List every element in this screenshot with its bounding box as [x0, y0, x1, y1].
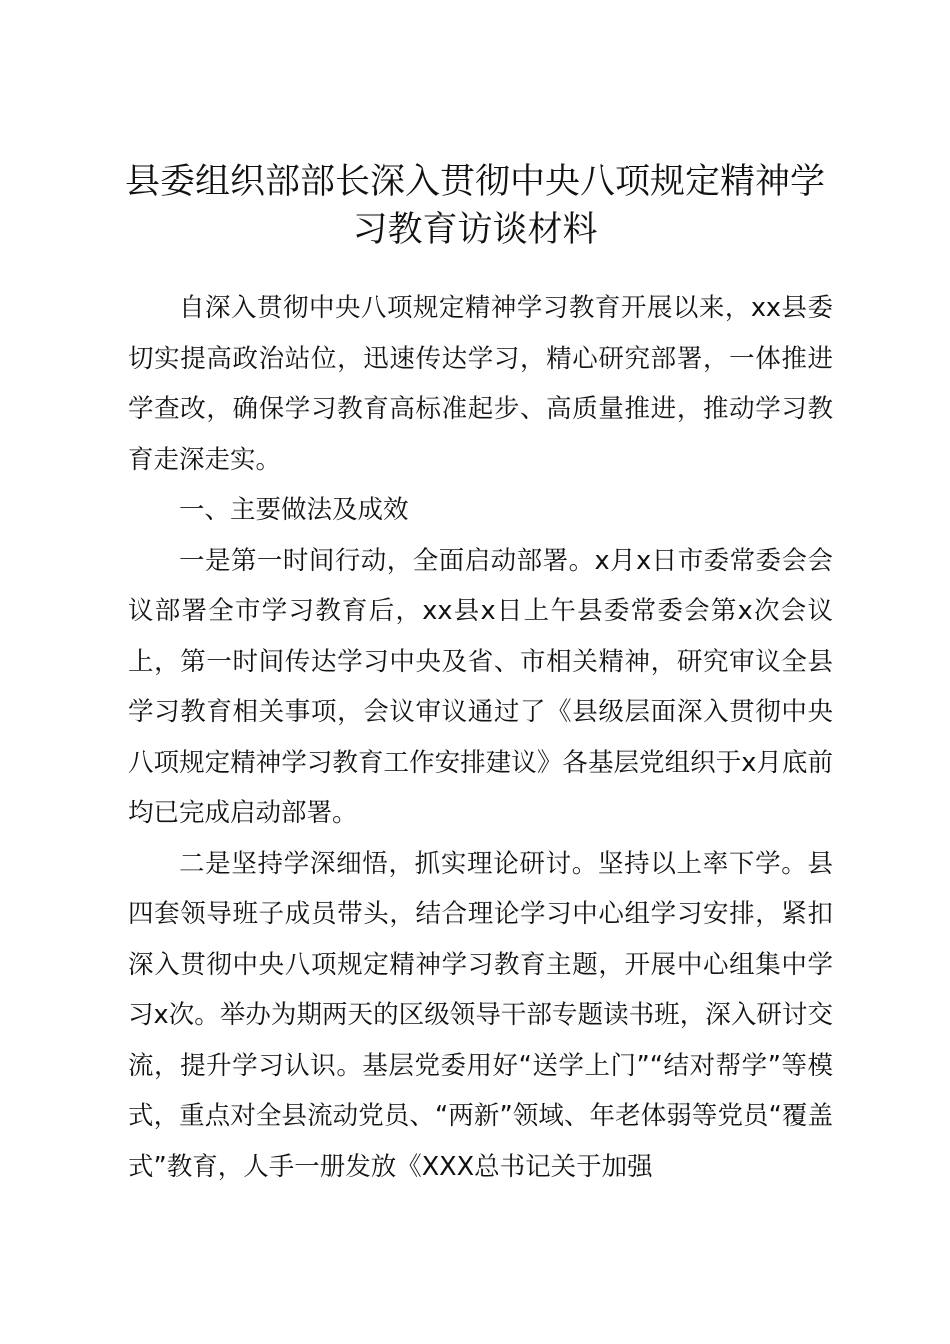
document-body	[128, 283, 833, 1192]
document-title: 县委组织部部长深入贯彻中央八项规定精神学习教育访谈材料	[124, 162, 825, 250]
body-paragraph-2: 二是坚持学深细悟，抓实理论研讨。坚持以上率下学。县四套领导班子成员带头，结合理论学习中心组学习安排，紧扣深入贯彻中央八项规定精神学习教育主题，开展中心组集中学习x次。举办为期两天的区级领导干部专题读书班，深入研讨交流，提升学习认识。基层党委用好“送学上门”“结对帮学”等模式，重点对全县流动党员、“两新”领域、年老体弱等党员“覆盖式”教育，人手一册发放《XXX总书记关于加强	[128, 848, 833, 1182]
intro-paragraph: 自深入贯彻中央八项规定精神学习教育开展以来，xx县委切实提高政治站位，迅速传达学习，精心研究部署，一体推进学查改，确保学习教育高标准起步、高质量推进，推动学习教育走深走实。	[128, 293, 833, 475]
body-paragraph-1: 一是第一时间行动，全面启动部署。x月x日市委常委会会议部署全市学习教育后，xx县x日上午县委常委会第x次会议上，第一时间传达学习中央及省、市相关精神，研究审议全县学习教育相关事项，会议审议通过了《县级层面深入贯彻中央八项规定精神学习教育工作安排建议》各基层党组织于x月底前均已完成启动部署。	[128, 545, 833, 828]
section-heading: 一、主要做法及成效	[179, 495, 409, 525]
